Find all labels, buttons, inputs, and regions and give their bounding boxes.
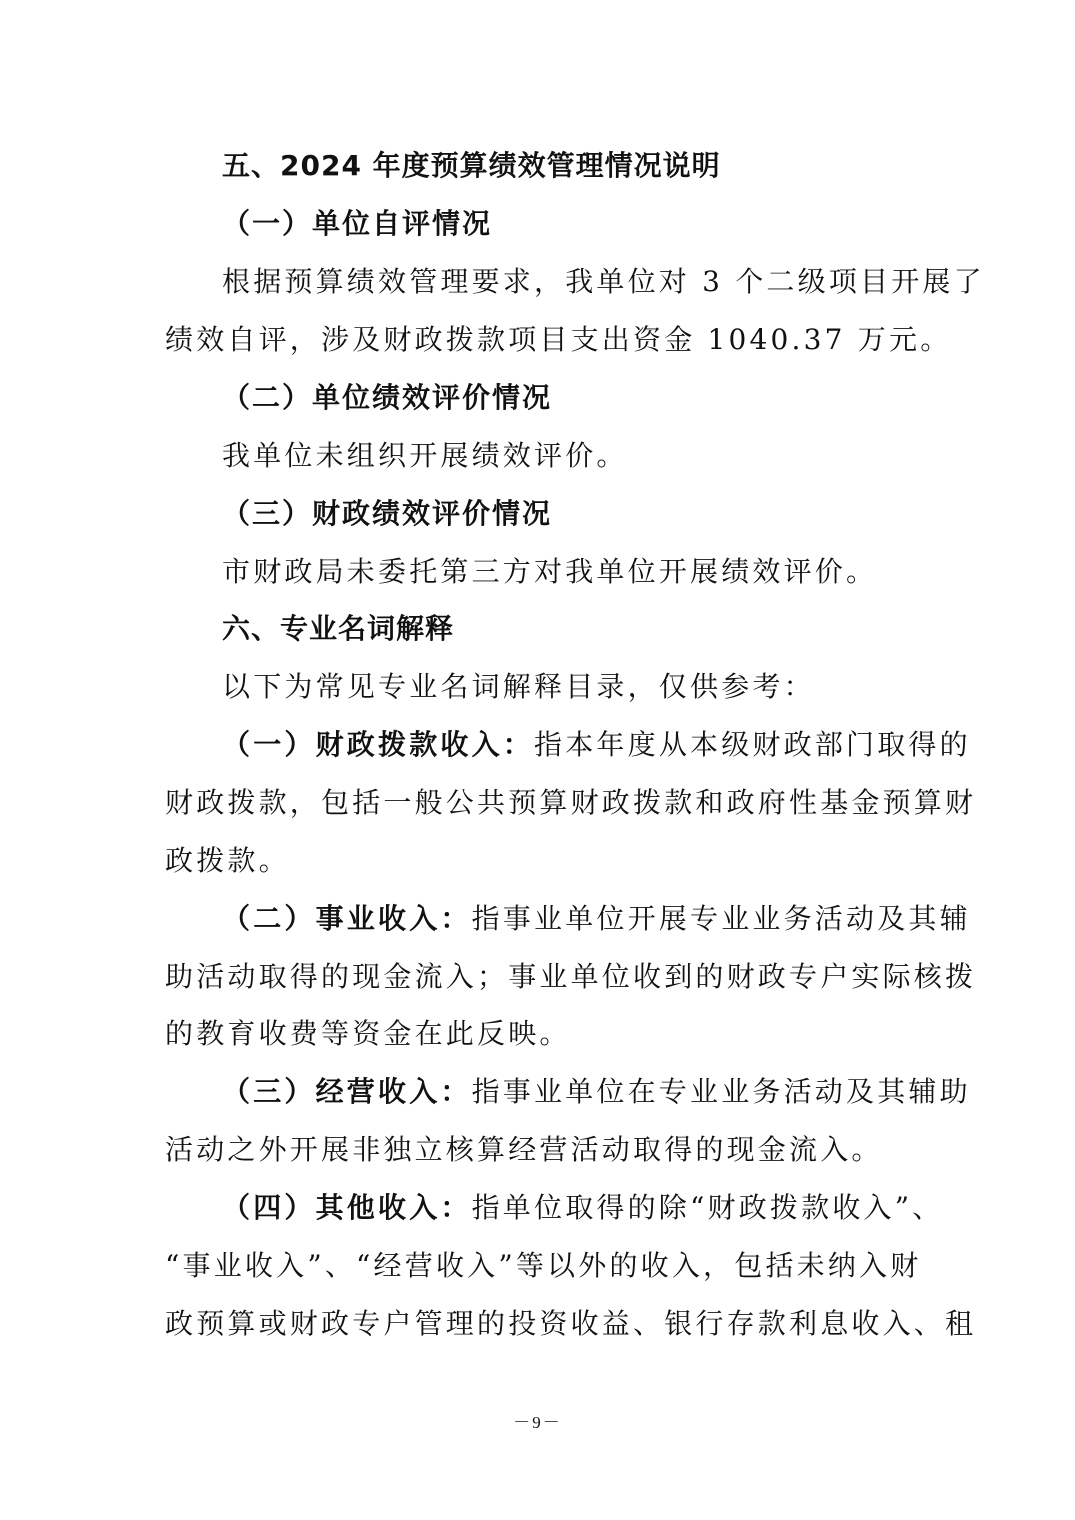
paragraph-line: 政预算或财政专户管理的投资收益、银行存款利息收入、租: [165, 1307, 977, 1340]
term-line: [222, 725, 971, 765]
term-definition: 指本年度从本级财政部门取得的: [534, 728, 971, 761]
subheading-unit-evaluation: （二）单位绩效评价情况: [222, 381, 553, 414]
paragraph-line: “事业收入”、“经营收入”等以外的收入，包括未纳入财: [165, 1249, 922, 1282]
term-label: （二）事业收入：: [222, 902, 472, 935]
paragraph-line: 根据预算绩效管理要求，我单位对 3 个二级项目开展了: [222, 265, 985, 298]
subheading-self-evaluation: （一）单位自评情况: [222, 207, 493, 240]
term-line: [222, 1072, 971, 1112]
term-label: （三）经营收入：: [222, 1075, 472, 1108]
paragraph-line: 我单位未组织开展绩效评价。: [222, 439, 628, 472]
paragraph-line: 政拨款。: [165, 844, 290, 877]
subheading-finance-evaluation: （三）财政绩效评价情况: [222, 497, 553, 530]
paragraph-line: 市财政局未委托第三方对我单位开展绩效评价。: [222, 555, 878, 588]
term-definition: 指事业单位在专业业务活动及其辅助: [471, 1075, 971, 1108]
term-line: [222, 899, 971, 939]
paragraph-line: 财政拨款，包括一般公共预算财政拨款和政府性基金预算财: [165, 786, 977, 819]
paragraph-line: 以下为常见专业名词解释目录，仅供参考：: [222, 670, 815, 703]
paragraph-line: 的教育收费等资金在此反映。: [165, 1017, 571, 1050]
paragraph-line: 助活动取得的现金流入；事业单位收到的财政专户实际核拨: [165, 960, 977, 993]
term-label: （四）其他收入：: [222, 1191, 472, 1224]
term-definition: 指事业单位开展专业业务活动及其辅: [471, 902, 971, 935]
term-line: [222, 1188, 944, 1228]
term-definition: 指单位取得的除“财政拨款收入”、: [471, 1191, 944, 1224]
paragraph-line: 绩效自评，涉及财政拨款项目支出资金 1040.37 万元。: [165, 323, 952, 356]
section-heading-5: 五、2024 年度预算绩效管理情况说明: [222, 149, 721, 182]
section-heading-6: 六、专业名词解释: [222, 612, 455, 645]
paragraph-line: 活动之外开展非独立核算经营活动取得的现金流入。: [165, 1133, 883, 1166]
term-label: （一）财政拨款收入：: [222, 728, 535, 761]
page-number: －9－: [513, 1413, 562, 1432]
